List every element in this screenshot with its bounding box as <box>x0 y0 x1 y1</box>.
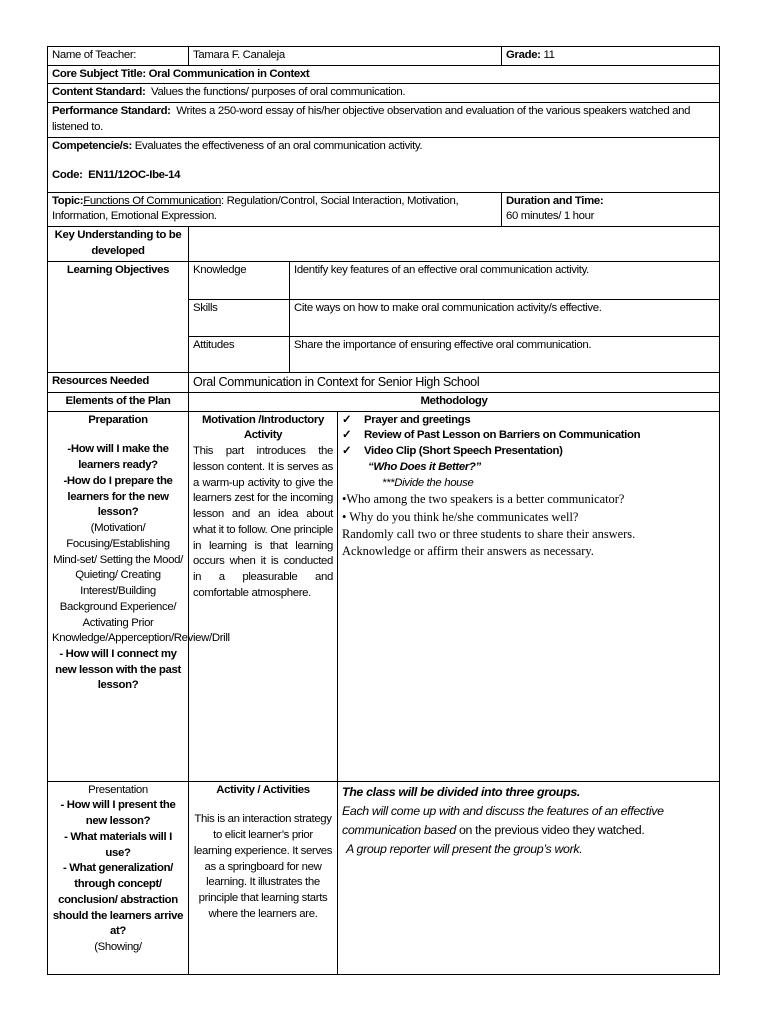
grade-value: 11 <box>543 49 555 61</box>
presentation-row <box>48 781 720 974</box>
core-subject-value: Oral Communication in Context <box>148 67 310 80</box>
objective-text: Identify key features of an effective oral communication activity. <box>290 261 720 299</box>
check-icon: ✓ <box>342 429 352 442</box>
presentation-question: - How will I present the new lesson? <box>60 799 176 828</box>
resources-value: Oral Communication in Context for Senior High School <box>189 372 720 392</box>
check-icon: ✓ <box>342 445 352 458</box>
performance-standard-label: Performance Standard: <box>52 105 171 118</box>
grade-cell <box>502 47 720 66</box>
topic-row <box>48 192 720 226</box>
objective-row-knowledge <box>48 261 720 299</box>
preparation-question: -How do I prepare the learners for the new lesson? <box>63 474 173 519</box>
check-icon: ✓ <box>342 413 352 426</box>
group-instruction: A group reporter will present the group’s work. <box>346 842 583 857</box>
topic-value: : Regulation/Control, Social Interaction, Motivation, Information, Emotional Expression. <box>52 194 459 223</box>
group-instruction: Each will come up with and discuss the features of an effective communication based on the previous video they watched. <box>342 803 664 838</box>
core-subject-row <box>48 65 720 84</box>
core-subject-label: Core Subject Title: <box>52 67 146 80</box>
group-instruction: The class will be divided into three groups. <box>342 784 580 799</box>
code-value: EN11/12OC-Ibe-14 <box>88 169 181 182</box>
preparation-row <box>48 411 720 781</box>
duration-value: 60 minutes/ 1 hour <box>506 210 595 223</box>
competencies-label: Competencie/s: <box>52 139 132 152</box>
method-step: ✓ Review of Past Lesson on Barriers on Communication <box>342 428 715 444</box>
motivation-cell <box>189 411 338 781</box>
activity-title: Activity / Activities <box>216 783 310 796</box>
duration-label: Duration and Time: <box>506 194 604 207</box>
method-step: ✓ Video Clip (Short Speech Presentation) <box>342 444 715 460</box>
activity-cell <box>189 781 338 974</box>
method-step: ✓ Prayer and greetings <box>342 413 715 429</box>
key-understanding-row <box>48 227 720 261</box>
presentation-question: - What materials will I use? <box>64 830 172 859</box>
presentation-question: - What generalization/ through concept/ conclusion/ abstraction should the learners arrive at? <box>52 862 184 938</box>
content-standard-value: Values the functions/ purposes of oral communication. <box>151 86 406 99</box>
content-standard-label: Content Standard: <box>52 86 146 99</box>
preparation-question: -How will I make the learners ready? <box>67 443 169 472</box>
topic-cell <box>48 192 502 226</box>
code-label: Code: <box>52 169 83 182</box>
presentation-cell <box>48 781 189 974</box>
objective-text: Share the importance of ensuring effective oral communication. <box>290 336 720 372</box>
resources-row <box>48 372 720 392</box>
preparation-question: - How will I connect my new lesson with the past lesson? <box>55 648 181 692</box>
performance-standard-cell <box>48 103 720 137</box>
content-standard-row <box>48 84 720 103</box>
key-understanding-value <box>189 227 720 261</box>
duration-cell <box>502 192 720 226</box>
performance-standard-value: Writes a 250-word essay of his/her objective observation and evaluation of the various speakers watched and listened to. <box>52 105 691 133</box>
motivation-title: Motivation /Introductory Activity <box>202 413 324 442</box>
preparation-title: Preparation <box>88 413 148 426</box>
learning-objectives-label: Learning Objectives <box>48 261 189 372</box>
presentation-methodology-cell <box>338 781 720 974</box>
preparation-cell <box>48 411 230 781</box>
teacher-name: Tamara F. Canaleja <box>189 47 502 66</box>
methodology-header: Methodology <box>189 392 720 411</box>
instruction-text: Randomly call two or three students to share their answers. <box>342 527 636 542</box>
presentation-question: (Showing/ <box>94 941 142 954</box>
objective-domain: Knowledge <box>189 261 290 299</box>
topic-underlined: Functions Of Communication <box>83 194 222 207</box>
key-understanding-label: Key Understanding to be developed <box>48 227 189 261</box>
plan-header-row <box>48 392 720 411</box>
objective-text: Cite ways on how to make oral communication activity/s effective. <box>290 299 720 336</box>
competencies-row <box>48 137 720 192</box>
objective-domain: Skills <box>189 299 290 336</box>
lesson-plan-table <box>47 46 720 975</box>
elements-of-plan-header: Elements of the Plan <box>48 392 189 411</box>
topic-label: Topic: <box>52 194 84 207</box>
video-title: “Who Does it Better?” <box>368 460 481 473</box>
activity-text: This is an interaction strategy to elicit learner’s prior learning experience. It serves as a springboard for new learning. It illustrates the principle that learning starts where the learners are. <box>193 813 333 920</box>
core-subject-cell <box>48 65 720 84</box>
discussion-question: • Why do you think he/she communicates well? <box>342 509 579 524</box>
instruction-text: Acknowledge or affirm their answers as necessary. <box>342 544 594 559</box>
grade-label: Grade: <box>506 49 541 61</box>
competencies-cell <box>48 137 720 192</box>
divide-instruction: ***Divide the house <box>382 476 474 489</box>
teacher-row <box>48 47 720 66</box>
presentation-title: Presentation <box>88 783 148 796</box>
teacher-label: Name of Teacher: <box>48 47 189 66</box>
preparation-methodology-cell <box>338 411 720 781</box>
resources-label: Resources Needed <box>48 372 189 392</box>
motivation-text: This part introduces the lesson content. It is serves as a warm-up activity to give the learners zest for the incoming lesson and an idea about what it to follow. One principle in learning is that learning occurs when it is conducted in a pleasurable and comfortable atmosphere. <box>193 445 333 599</box>
objective-domain: Attitudes <box>189 336 290 372</box>
discussion-question: •Who among the two speakers is a better communicator? <box>342 492 625 507</box>
content-standard-cell <box>48 84 720 103</box>
preparation-question: (Motivation/ Focusing/Establishing Mind-set/ Setting the Mood/ Quieting/ Creating Interest/Building Background Experience/ Activating Prior Knowledge/Apperception/Review/Drill <box>52 522 230 645</box>
performance-standard-row <box>48 103 720 137</box>
competencies-value: Evaluates the effectiveness of an oral communication activity. <box>134 139 423 152</box>
